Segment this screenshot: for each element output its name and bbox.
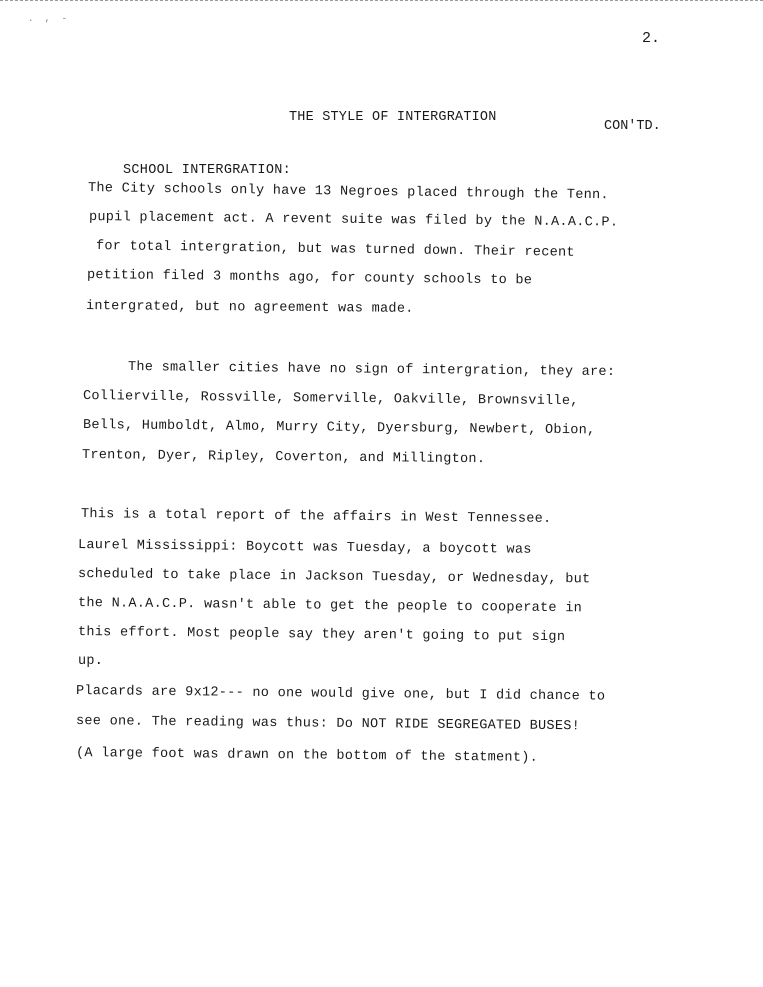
paragraph-line: intergrated, but no agreement was made. xyxy=(85,299,414,317)
paragraph-line: the N.A.A.C.P. wasn't able to get the people to cooperate in xyxy=(77,596,583,617)
paragraph-line: The City schools only have 13 Negroes placed through the Tenn. xyxy=(87,181,609,204)
page-top-border xyxy=(0,0,763,1)
paragraph-line: Laurel Mississippi: Boycott was Tuesday, a boycott was xyxy=(77,538,532,558)
paragraph-line: (A large foot was drawn on the bottom of the statment). xyxy=(75,746,539,766)
document-title: THE STYLE OF INTERGRATION xyxy=(289,110,497,125)
paragraph-line: Collierville, Rossville, Somerville, Oakville, Brownsville, xyxy=(82,389,579,410)
paragraph-line: This is a total report of the affairs in West Tennessee. xyxy=(80,507,552,527)
paragraph-line: Bells, Humboldt, Almo, Murry City, Dyersburg, Newbert, Obion, xyxy=(82,418,596,439)
continued-label: CON'TD. xyxy=(604,119,661,134)
paragraph-line: The smaller cities have no sign of intergration, they are: xyxy=(127,360,616,381)
paragraph-line: up. xyxy=(78,654,104,669)
paragraph-line: see one. The reading was thus: Do NOT RIDE SEGREGATED BUSES! xyxy=(75,714,581,735)
paragraph-line: pupil placement act. A revent suite was filed by the N.A.A.C.P. xyxy=(88,210,619,231)
paragraph-line: scheduled to take place in Jackson Tuesday, or Wednesday, but xyxy=(77,567,591,588)
section-heading: SCHOOL INTERGRATION: xyxy=(123,163,292,178)
paragraph-line: Trenton, Dyer, Ripley, Coverton, and Millington. xyxy=(81,448,486,468)
page-number: 2. xyxy=(642,30,661,47)
paragraph-line: Placards are 9x12--- no one would give one, but I did chance to xyxy=(75,684,606,705)
paragraph-line: petition filed 3 months ago, for county schools to be xyxy=(86,268,533,289)
paragraph-line: this effort. Most people say they aren't going to put sign xyxy=(77,625,566,646)
corner-marks: . , - xyxy=(28,14,71,24)
paragraph-line: for total intergration, but was turned down. Their recent xyxy=(95,239,575,261)
